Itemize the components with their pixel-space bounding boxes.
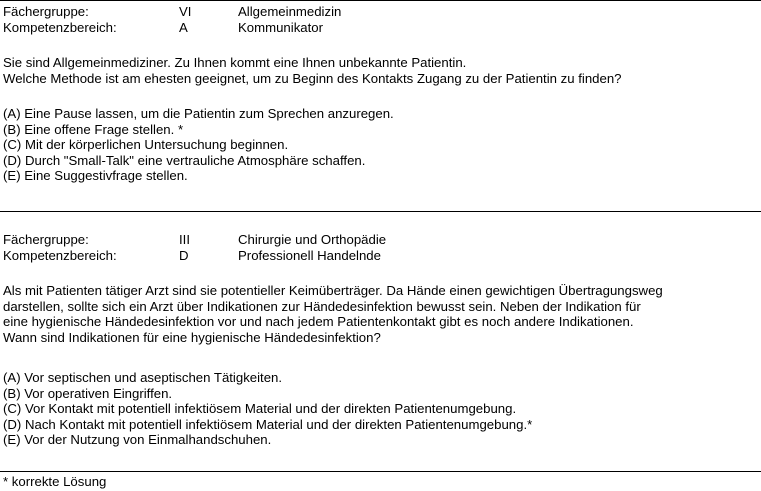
stem-line: Welche Methode ist am ehesten geeignet, um zu Beginn des Kontakts Zugang zu der Patientin zu finden? <box>3 70 622 86</box>
stem-line: Wann sind Indikationen für eine hygienische Händedesinfektion? <box>3 329 381 345</box>
meta-code: VI <box>179 4 192 19</box>
footnote-correct-answer: * korrekte Lösung <box>3 474 107 489</box>
question-2-stem <box>3 283 758 345</box>
meta-key: Fächergruppe: <box>3 4 89 19</box>
meta-value: Chirurgie und Orthopädie <box>238 232 387 247</box>
stem-line: Sie sind Allgemeinmediziner. Zu Ihnen kommt eine Ihnen unbekannte Patientin. <box>3 55 467 70</box>
meta-row-subject-group <box>3 4 758 20</box>
meta-code: III <box>179 232 190 247</box>
top-rule <box>0 0 761 1</box>
divider-rule <box>0 211 761 212</box>
stem-line: Als mit Patienten tätiger Arzt sind sie potentieller Keimüberträger. Da Hände einen gewichtigen Übertragungsweg <box>3 283 663 298</box>
answer-option: (C) Mit der körperlichen Untersuchung beginnen. <box>3 137 289 152</box>
answer-option: (B) Eine offene Frage stellen. * <box>3 121 184 137</box>
footnote-rule <box>0 471 761 472</box>
answer-option: (A) Eine Pause lassen, um die Patientin zum Sprechen anzuregen. <box>3 106 394 121</box>
meta-value: Allgemeinmedizin <box>238 4 342 19</box>
stem-line: darstellen, sollte sich ein Arzt über Indikationen zur Händedesinfektion bewusst sein. Neben der Indikation für <box>3 298 641 314</box>
meta-value: Professionell Handelnde <box>238 247 381 263</box>
answer-option: (D) Durch "Small-Talk" eine vertrauliche Atmosphäre schaffen. <box>3 152 366 168</box>
stem-line: eine hygienische Händedesinfektion vor und nach jedem Patientenkontakt gibt es noch andere Indikationen. <box>3 314 634 329</box>
answer-option: (D) Nach Kontakt mit potentiell infektiösem Material und der direkten Patientenumgebung.* <box>3 416 533 432</box>
answer-option: (E) Eine Suggestivfrage stellen. <box>3 168 188 183</box>
question-2 <box>3 232 758 263</box>
answer-option: (C) Vor Kontakt mit potentiell infektiösem Material und der direkten Patientenumgebung. <box>3 401 517 416</box>
question-1-stem <box>3 55 758 86</box>
answer-option: (E) Vor der Nutzung von Einmalhandschuhen. <box>3 432 272 447</box>
meta-code: A <box>179 19 188 35</box>
meta-key: Kompetenzbereich: <box>3 247 117 263</box>
question-2-options <box>3 370 758 448</box>
meta-row-subject-group <box>3 232 758 248</box>
meta-code: D <box>179 247 189 263</box>
meta-key: Kompetenzbereich: <box>3 19 117 35</box>
answer-option: (B) Vor operativen Eingriffen. <box>3 385 173 401</box>
meta-key: Fächergruppe: <box>3 232 89 247</box>
meta-row-competence-area <box>3 20 758 36</box>
meta-value: Kommunikator <box>238 19 324 35</box>
answer-option: (A) Vor septischen und aseptischen Tätigkeiten. <box>3 370 283 385</box>
meta-row-competence-area <box>3 248 758 264</box>
question-1-options <box>3 106 758 184</box>
question-1 <box>3 4 758 35</box>
